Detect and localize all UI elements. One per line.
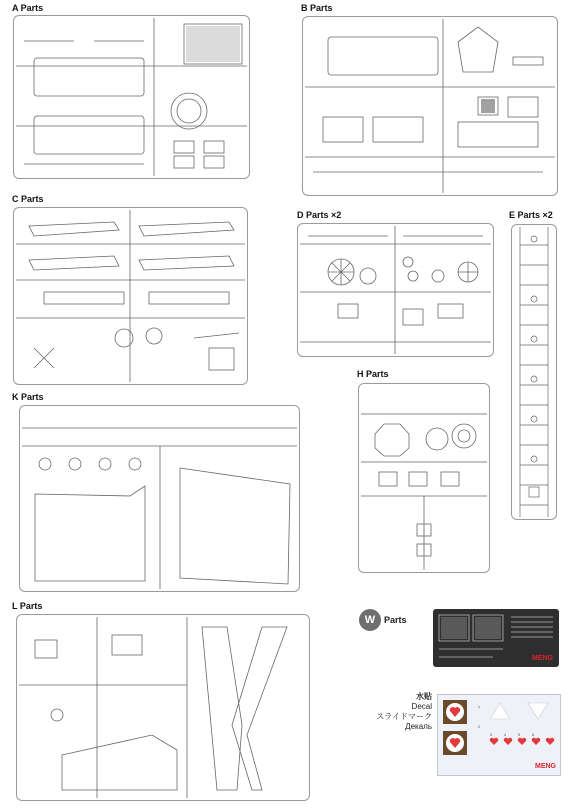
sprue-k-parts	[20, 406, 299, 591]
sprue-h-parts	[359, 384, 489, 572]
section-title-e: E Parts ×2	[509, 210, 553, 220]
decal-sheet	[437, 694, 561, 776]
decal-brand-logo: MENG	[535, 763, 556, 770]
decal-number-1: 1	[478, 705, 480, 709]
sprue-b-parts	[303, 17, 557, 195]
w-badge: W	[359, 609, 381, 631]
section-title-c: C Parts	[12, 194, 44, 204]
decal-label-cn: 水贴	[416, 692, 432, 701]
sprue-e-parts	[512, 225, 556, 519]
decal-label-jp: スライドマーク	[376, 712, 432, 721]
section-title-h: H Parts	[357, 369, 389, 379]
decal-label-en: Decal	[411, 702, 432, 711]
sprue-e	[511, 224, 557, 520]
sprue-d	[297, 223, 494, 357]
decal-number-3: 3	[490, 733, 492, 737]
sprue-c	[13, 207, 248, 385]
decal-number-4: 4	[504, 733, 506, 737]
sprue-a	[13, 15, 250, 179]
section-title-b: B Parts	[301, 3, 333, 13]
sprue-l-parts	[17, 615, 309, 800]
photo-etch-fret	[433, 609, 559, 667]
sprue-a-parts	[14, 16, 249, 178]
decal-number-6: 6	[532, 733, 534, 737]
sprue-d-parts	[298, 224, 493, 356]
section-title-l: L Parts	[12, 601, 43, 611]
pe-brand-logo: MENG	[532, 655, 553, 662]
sprue-h	[358, 383, 490, 573]
decal-labels	[352, 692, 432, 732]
section-title-d: D Parts ×2	[297, 210, 342, 220]
sprue-k	[19, 405, 300, 592]
section-title-k: K Parts	[12, 392, 44, 402]
decal-label-ru: Декаль	[405, 722, 432, 731]
sprue-b	[302, 16, 558, 196]
sprue-c-parts	[14, 208, 247, 384]
sprue-l	[16, 614, 310, 801]
decal-number-2: 2	[478, 725, 480, 729]
section-title-a: A Parts	[12, 3, 44, 13]
decal-number-5: 5	[518, 733, 520, 737]
section-title-w: Parts	[384, 615, 407, 625]
